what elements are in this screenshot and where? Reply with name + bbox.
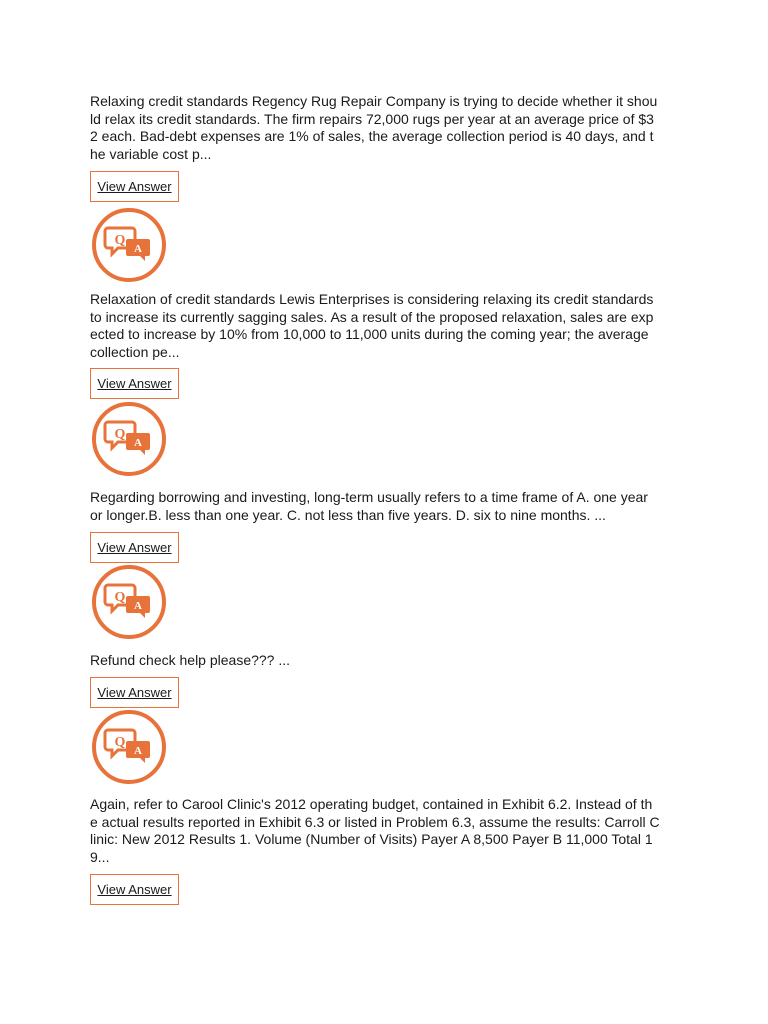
view-answer-button[interactable]: View Answer — [90, 171, 179, 202]
a-letter: A — [134, 243, 142, 255]
qa-icon — [90, 708, 168, 786]
q-letter: Q — [114, 233, 126, 248]
question-text: Again, refer to Carool Clinic's 2012 operating budget, contained in Exhibit 6.2. Instead of th e actual results reported in Exhibit 6.3 or listed in Problem 6.3, assume the results: Carroll C linic: New 2012 Results 1. Volume (Number of Visits) Payer A 8,500 Payer B 11,000 Total 1 9... — [90, 796, 660, 865]
q-letter: Q — [114, 735, 126, 750]
view-answer-button[interactable]: View Answer — [90, 874, 179, 905]
a-letter: A — [134, 745, 142, 757]
view-answer-button[interactable]: View Answer — [90, 368, 179, 399]
question-text: Regarding borrowing and investing, long-term usually refers to a time frame of A. one year or longer.B. less than one year. C. not less than five years. D. six to nine months. ... — [90, 489, 648, 523]
q-letter: Q — [114, 427, 126, 442]
question-text: Refund check help please??? ... — [90, 652, 291, 668]
question-text: Relaxation of credit standards Lewis Enterprises is considering relaxing its credit standards to increase its currently sagging sales. As a result of the proposed relaxation, sales are exp ected to increase by 10% from 10,000 to 11,000 units during the coming year; the average collection pe... — [90, 291, 654, 360]
a-letter: A — [134, 437, 142, 449]
qa-icon — [90, 563, 168, 641]
question-text: Relaxing credit standards Regency Rug Repair Company is trying to decide whether it shou ld relax its credit standards. The firm repairs 72,000 rugs per year at an average price of $3 2 each. Bad-debt expenses are 1% of sales, the average collection period is 40 days, and t he variable cost p... — [90, 93, 658, 162]
q-letter: Q — [114, 590, 126, 605]
a-letter: A — [134, 600, 142, 612]
view-answer-button[interactable]: View Answer — [90, 532, 179, 563]
view-answer-button[interactable]: View Answer — [90, 677, 179, 708]
qa-icon — [90, 400, 168, 478]
qa-icon — [90, 206, 168, 284]
